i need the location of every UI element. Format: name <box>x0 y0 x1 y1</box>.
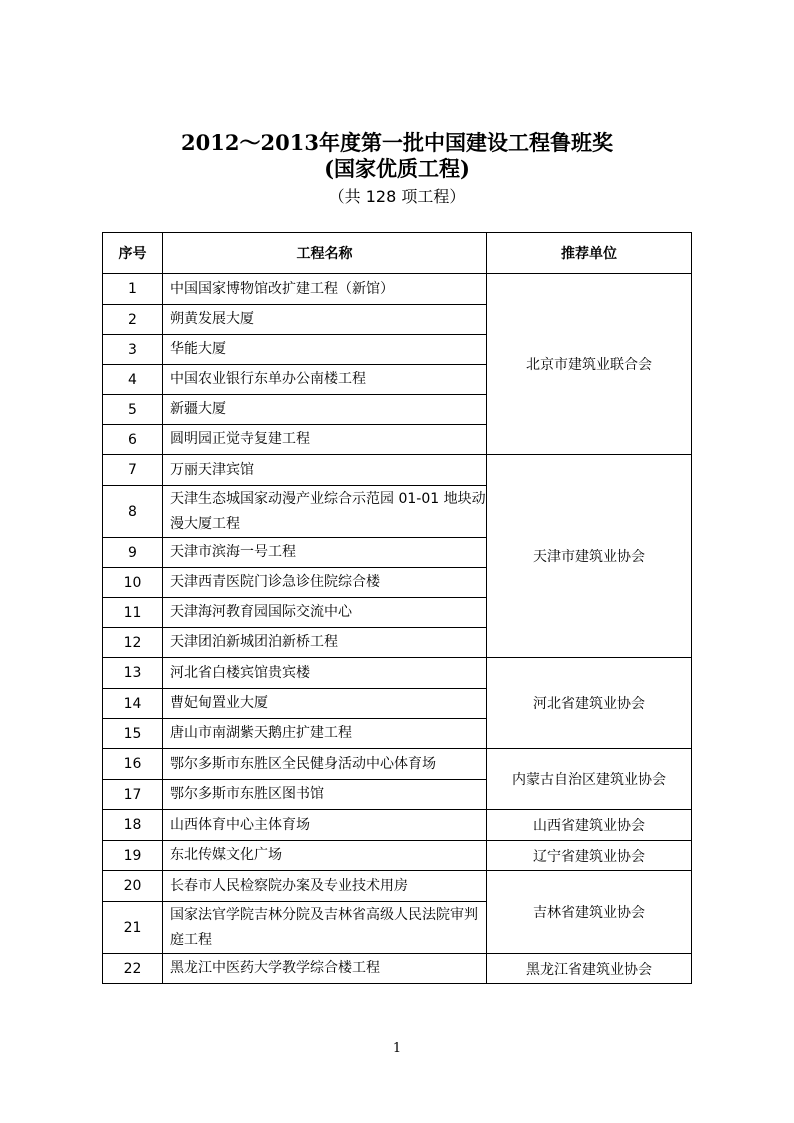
recommending-unit: 黑龙江省建筑业协会 <box>487 954 692 984</box>
row-number: 6 <box>103 425 163 455</box>
project-name: 万丽天津宾馆 <box>163 455 487 486</box>
table-row <box>103 841 692 871</box>
recommending-unit: 北京市建筑业联合会 <box>487 274 692 455</box>
row-number: 3 <box>103 335 163 365</box>
row-number: 16 <box>103 749 163 780</box>
row-number: 10 <box>103 568 163 598</box>
header-recommending-unit: 推荐单位 <box>487 233 692 274</box>
project-name: 天津生态城国家动漫产业综合示范园 01-01 地块动漫大厦工程 <box>163 486 487 538</box>
document-subtitle: （共 128 项工程） <box>328 187 466 206</box>
row-number: 5 <box>103 395 163 425</box>
table-body <box>103 274 692 984</box>
document-title-line-2: (国家优质工程) <box>324 156 470 181</box>
project-name: 中国农业银行东单办公南楼工程 <box>163 365 487 395</box>
table-row <box>103 274 692 305</box>
project-name: 鄂尔多斯市东胜区全民健身活动中心体育场 <box>163 749 487 780</box>
page-number: 1 <box>392 1041 402 1056</box>
project-name: 黑龙江中医药大学教学综合楼工程 <box>163 954 487 984</box>
awards-table <box>102 232 692 984</box>
row-number: 18 <box>103 810 163 841</box>
row-number: 1 <box>103 274 163 305</box>
recommending-unit: 河北省建筑业协会 <box>487 658 692 749</box>
project-name: 鄂尔多斯市东胜区图书馆 <box>163 780 487 810</box>
row-number: 21 <box>103 902 163 954</box>
table-row <box>103 658 692 689</box>
table-row <box>103 954 692 984</box>
row-number: 8 <box>103 486 163 538</box>
project-name: 曹妃甸置业大厦 <box>163 689 487 719</box>
table-row <box>103 749 692 780</box>
row-number: 17 <box>103 780 163 810</box>
row-number: 19 <box>103 841 163 871</box>
row-number: 15 <box>103 719 163 749</box>
recommending-unit: 天津市建筑业协会 <box>487 455 692 658</box>
project-name: 天津西青医院门诊急诊住院综合楼 <box>163 568 487 598</box>
row-number: 2 <box>103 305 163 335</box>
document-title-line-1: 2012～2013年度第一批中国建设工程鲁班奖 <box>181 130 613 155</box>
project-name: 天津团泊新城团泊新桥工程 <box>163 628 487 658</box>
row-number: 7 <box>103 455 163 486</box>
project-name: 朔黄发展大厦 <box>163 305 487 335</box>
header-project-name: 工程名称 <box>163 233 487 274</box>
project-name: 国家法官学院吉林分院及吉林省高级人民法院审判庭工程 <box>163 902 487 954</box>
project-name: 唐山市南湖紫天鹅庄扩建工程 <box>163 719 487 749</box>
row-number: 22 <box>103 954 163 984</box>
row-number: 4 <box>103 365 163 395</box>
project-name: 中国国家博物馆改扩建工程（新馆） <box>163 274 487 305</box>
row-number: 9 <box>103 538 163 568</box>
table-row <box>103 455 692 486</box>
project-name: 华能大厦 <box>163 335 487 365</box>
row-number: 13 <box>103 658 163 689</box>
table-row <box>103 810 692 841</box>
project-name: 长春市人民检察院办案及专业技术用房 <box>163 871 487 902</box>
project-name: 山西体育中心主体育场 <box>163 810 487 841</box>
recommending-unit: 山西省建筑业协会 <box>487 810 692 841</box>
row-number: 11 <box>103 598 163 628</box>
project-name: 天津海河教育园国际交流中心 <box>163 598 487 628</box>
project-name: 天津市滨海一号工程 <box>163 538 487 568</box>
project-name: 圆明园正觉寺复建工程 <box>163 425 487 455</box>
recommending-unit: 辽宁省建筑业协会 <box>487 841 692 871</box>
table-row <box>103 871 692 902</box>
row-number: 14 <box>103 689 163 719</box>
recommending-unit: 吉林省建筑业协会 <box>487 871 692 954</box>
header-number: 序号 <box>103 233 163 274</box>
recommending-unit: 内蒙古自治区建筑业协会 <box>487 749 692 810</box>
row-number: 20 <box>103 871 163 902</box>
row-number: 12 <box>103 628 163 658</box>
project-name: 河北省白楼宾馆贵宾楼 <box>163 658 487 689</box>
project-name: 东北传媒文化广场 <box>163 841 487 871</box>
table-header-row <box>103 233 692 274</box>
project-name: 新疆大厦 <box>163 395 487 425</box>
